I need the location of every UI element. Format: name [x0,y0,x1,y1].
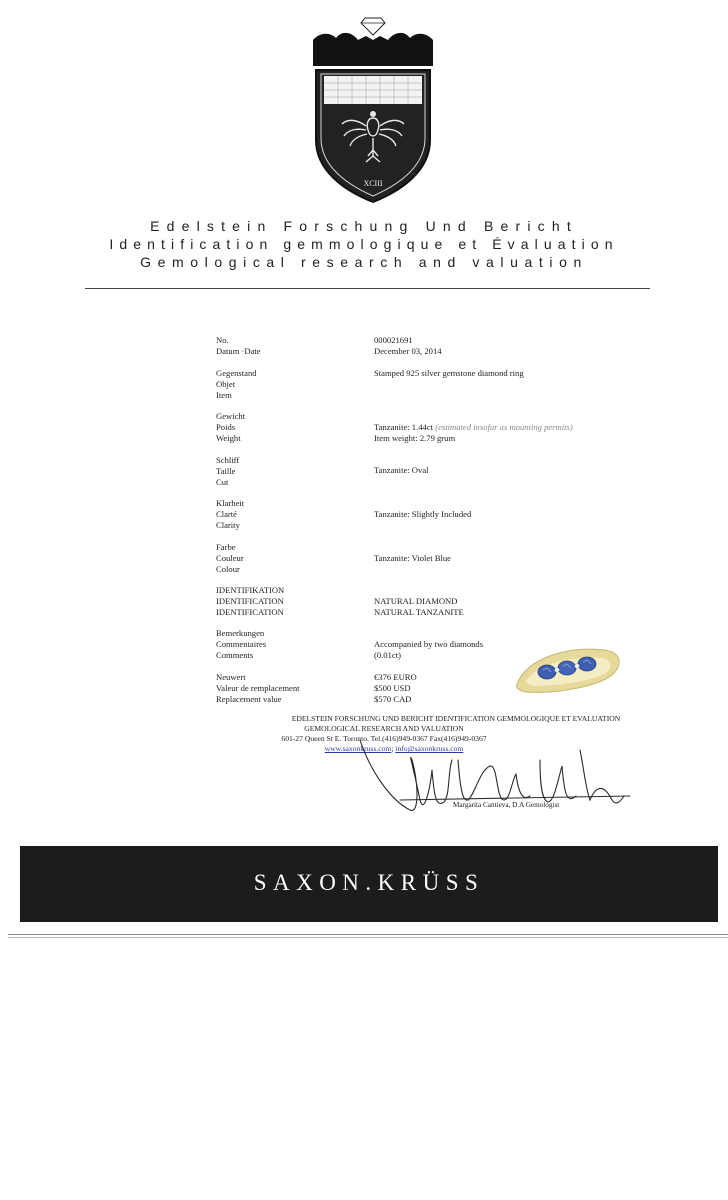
label-farbe: Farbe [216,542,236,552]
bottom-rule-secondary [8,937,728,938]
label-clarte: Clarté [216,509,237,519]
heading-german: Edelstein Forschung Und Bericht [150,218,578,234]
crest-logo [308,10,438,210]
value-cut: Tanzanite: Oval [374,465,429,475]
label-identification-en: IDENTIFICATION [216,607,284,617]
value-identification-tanzanite: NATURAL TANZANITE [374,607,464,617]
label-weight: Weight [216,433,241,443]
value-cad: $570 CAD [374,694,412,704]
label-date: Datum ·Date [216,346,261,356]
label-klarheit: Klarheit [216,498,245,508]
label-colour: Colour [216,564,240,574]
value-tanzanite-weight [374,422,573,433]
label-replacement-value: Replacement value [216,694,282,704]
label-gegenstand: Gegenstand [216,368,257,378]
label-gewicht: Gewicht [216,411,246,421]
value-comments: Accompanied by two diamonds [374,639,484,649]
label-no: No. [216,335,229,345]
email-link[interactable]: info@saxonkruss.com [395,744,464,753]
bottom-rule [8,934,728,935]
ring-photo [507,628,627,698]
website-link[interactable]: www.saxonkruss.com [324,744,392,753]
value-report-number: 000021691 [374,335,413,345]
value-usd: $500 USD [374,683,411,693]
gemologist-name: Margarita Cantieva, D.A Gemologist [453,801,560,809]
label-identification-fr: IDENTIFICATION [216,596,284,606]
value-euro: €376 EURO [374,672,417,682]
value-item-weight: Item weight: 2.79 grum [374,433,456,443]
footer-company-line: EDELSTEIN FORSCHUNG UND BERICHT IDENTIFICATION GEMMOLOGIQUE ET EVALUATION [291,714,621,723]
tanzanite-weight-text: Tanzanite: 1.44ct [374,422,434,432]
heading-french: Identification gemmologique et Évaluation [109,236,619,252]
label-objet: Objet [216,379,236,389]
label-taille: Taille [216,466,236,476]
label-identifikation: IDENTIFIKATION [216,585,285,595]
contact-separator: ; [391,744,396,753]
label-bemerkungen: Bemerkungen [216,628,265,638]
label-comments: Comments [216,650,254,660]
label-schliff: Schliff [216,455,240,465]
footer-address: 601-27 Queen St E. Toronto. Tel.(416)949-0367 Fax(416)949-0367 [281,734,487,743]
value-clarity: Tanzanite: Slightly Included [374,509,472,519]
header-divider [85,288,650,289]
brand-name: SAXON.KRÜSS [253,870,485,895]
label-couleur: Couleur [216,553,244,563]
label-item: Item [216,390,232,400]
heading-english: Gemological research and valuation [140,254,588,270]
value-date: December 03, 2014 [374,346,442,356]
value-colour: Tanzanite: Violet Blue [374,553,451,563]
label-valeur: Valeur de remplacement [216,683,300,693]
value-comments-detail: (0.01ct) [374,650,401,660]
footer-english-line: GEMOLOGICAL RESEARCH AND VALUATION [304,724,464,733]
label-commentaires: Commentaires [216,639,267,649]
weight-note: (estimated insofar as mounting permits) [435,422,573,432]
value-identification-diamond: NATURAL DIAMOND [374,596,458,606]
label-neuwert: Neuwert [216,672,246,682]
label-clarity: Clarity [216,520,240,530]
label-poids: Poids [216,422,236,432]
value-item: Stamped 925 silver gemstone diamond ring [374,368,524,378]
label-cut: Cut [216,477,229,487]
brand-banner [20,846,718,922]
crest-inscription: XCIII [363,179,383,188]
signature-scribble [340,730,640,840]
